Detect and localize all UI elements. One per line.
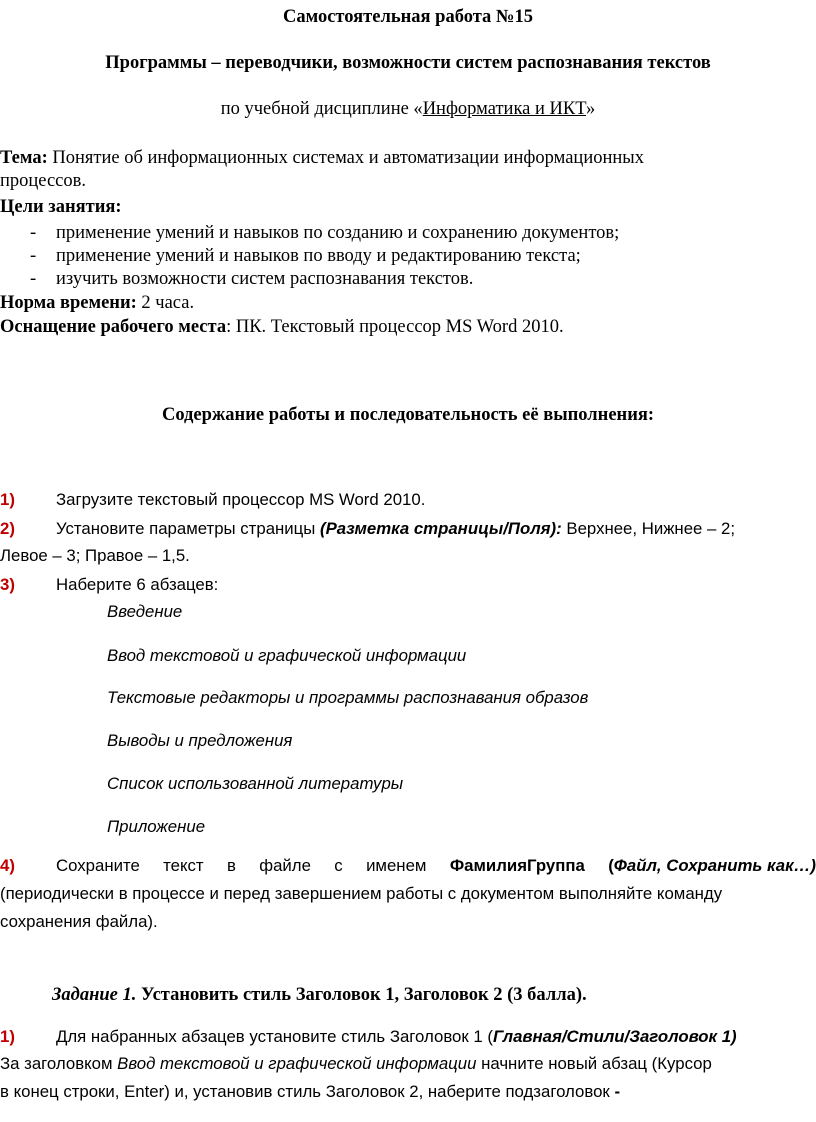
- topic-line-2: процессов.: [0, 171, 87, 191]
- task1-line-3: в конец строки, Enter) и, установив стиль Заголовок 2, наберите подзаголовок -: [0, 1082, 621, 1101]
- step-4-line-2: (периодически в процессе и перед завершением работы с документом выполняйте команду: [0, 884, 723, 903]
- topic-line: Тема: Понятие об информационных системах и автоматизации информационных: [0, 148, 644, 168]
- time-line: Норма времени: 2 часа.: [0, 293, 195, 313]
- step-4-line-3: сохранения файла).: [0, 912, 158, 931]
- discipline-name: Информатика и ИКТ: [422, 99, 587, 119]
- step-2-line-2: Левое – 3; Правое – 1,5.: [0, 546, 190, 565]
- goals-label: Цели занятия:: [0, 197, 122, 217]
- equipment-line: Оснащение рабочего места: ПК. Текстовый процессор MS Word 2010.: [0, 317, 564, 337]
- document-title: Самостоятельная работа №15: [282, 7, 533, 27]
- task1-line-2: За заголовком Ввод текстовой и графической информации начните новый абзац (Курсор: [0, 1054, 712, 1073]
- discipline-line: по учебной дисциплине «Информатика и ИКТ»: [220, 99, 596, 119]
- document-subtitle: Программы – переводчики, возможности систем распознавания текстов: [105, 53, 711, 73]
- content-heading: Содержание работы и последовательность её выполнения:: [161, 405, 655, 425]
- task1-heading: Задание 1. Установить стиль Заголовок 1, Заголовок 2 (3 балла).: [52, 985, 587, 1005]
